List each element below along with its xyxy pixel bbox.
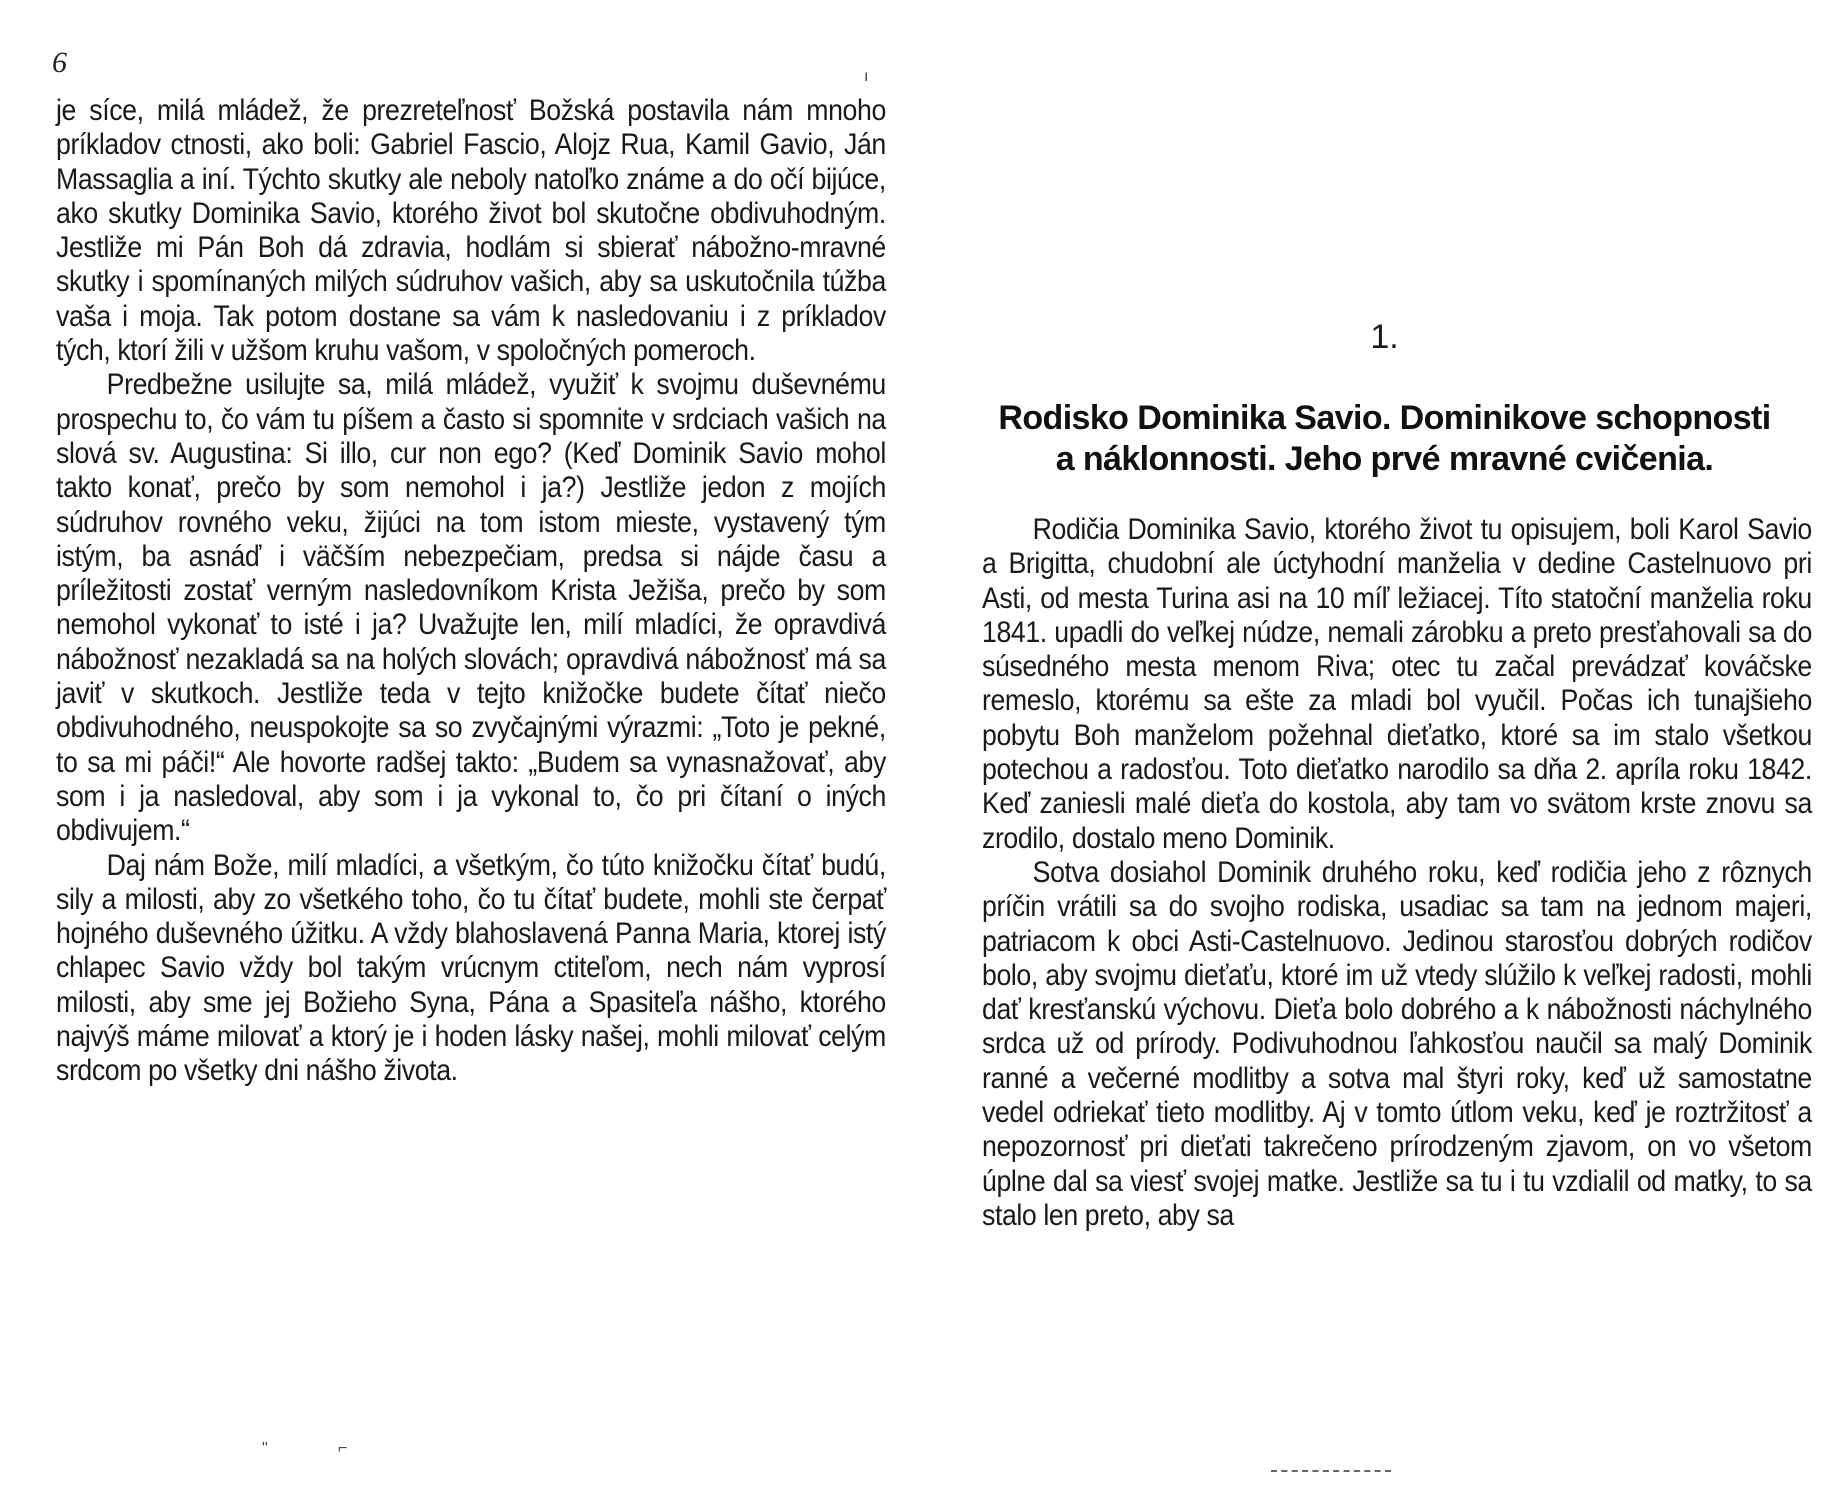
left-body-text bbox=[56, 94, 886, 1089]
right-page bbox=[923, 0, 1846, 1500]
paragraph: Daj nám Bože, milí mladíci, a všetkým, čo túto knižočku čítať budú, sily a milosti, aby zo všetkého toho, čo tu čítať budete, mohli ste čerpať hojného duševného úžitku. A vždy blahoslavená Panna Maria, ktorej istý chlapec Savio vždy bol takým vrúcnym ctiteľom, nech nám vyprosí milosti, aby sme jej Božieho Syna, Pána a Spasiteľa nášho, ktorého najvýš máme milovať a ktorý je i hoden lásky našej, mohli milovať celým srdcom po všetky dni nášho života. bbox=[56, 848, 886, 1088]
bottom-rule bbox=[1271, 1470, 1391, 1474]
chapter-number: 1. bbox=[1370, 318, 1399, 356]
paragraph: Sotva dosiahol Dominik druhého roku, keď rodičia jeho z rôznych príčin vrátili sa do svojho rodiska, usadiac sa tam na jednom majeri, patriacom k obci Asti-Castelnuovo. Jedinou starosťou dobrých rodičov bolo, aby svojmu dieťaťu, ktoré im už vtedy slúžilo k veľkej radosti, mohli dať kresťanskú výchovu. Dieťa bolo dobrého a k nábožnosti náchylného srdca už od prírody. Podivuhodnou ľahkosťou naučil sa malý Dominik ranné a večerné modlitby a sotva mal štyri roky, keď už samostatne vedel odriekať tieto modlitby. Aj v tomto útlom veku, keď je roztržitosť a nepozornosť pri dieťati takrečeno prírodzeným zjavom, on vo všetom úplne dal sa viesť svojej matke. Jestliže sa tu i tu vzdialil od matky, to sa stalo len preto, aby sa bbox=[982, 855, 1812, 1232]
print-speck: " bbox=[262, 1440, 268, 1457]
chapter-title-line: a náklonnosti. Jeho prvé mravné cvičenia. bbox=[1055, 440, 1714, 478]
page-number: 6 bbox=[52, 46, 67, 79]
chapter-title-line: Rodisko Dominika Savio. Dominikove schopnosti bbox=[998, 399, 1771, 437]
paragraph: je síce, milá mládež, že prezreteľnosť Božská postavila nám mnoho príkladov ctnosti, ako boli: Gabriel Fascio, Alojz Rua, Kamil Gavio, Ján Massaglia a iní. Týchto skutky ale neboly natoľko známe a do očí bijúce, ako skutky Dominika Savio, ktorého život bol skutočne obdivuhodným. Jestliže mi Pán Boh dá zdravia, hodlám si sbierať nábožno-mravné skutky i spomínaných milých súdruhov vašich, aby sa uskutočnila túžba vaša i moja. Tak potom dostane sa vám k nasledovaniu i z príkladov tých, ktorí žili v užšom kruhu vašom, v spoločných pomeroch. bbox=[56, 94, 886, 368]
paragraph: Predbežne usilujte sa, milá mládež, využiť k svojmu duševnému prospechu to, čo vám tu píšem a často si spomnite v srdciach vašich na slová sv. Augustina: Si illo, cur non ego? (Keď Dominik Savio mohol takto konať, prečo by som nemohol i ja?) Jestliže jedon z mojích súdruhov rovného veku, žijúci na tom istom mieste, vystavený tým istým, ba asnáď i väčším nebezpečiam, predsa si nájde času a príležitosti zostať verným nasledovníkom Krista Ježiša, prečo by som nemohol vykonať to isté i ja? Uvažujte len, milí mladíci, že opravdivá nábožnosť nezakladá sa na holých slovách; opravdivá nábožnosť má sa javiť v skutkoch. Jestliže teda v tejto knižočke budete čítať niečo obdivuhodného, neuspokojte sa so zvyčajnými výrazmi: „Toto je pekné, to sa mi páči!“ Ale hovorte radšej takto: „Budem sa vynasnažovať, aby som i ja nasledoval, aby som i ja vykonal to, čo pri čítaní o iných obdivujem.“ bbox=[56, 368, 886, 848]
print-speck: ⌐ bbox=[338, 1440, 348, 1457]
paragraph: Rodičia Dominika Savio, ktorého život tu opisujem, boli Karol Savio a Brigitta, chudobní ale úctyhodní manželia v dedine Castelnuovo pri Asti, od mesta Turina asi na 10 míľ ležiacej. Títo statoční manželia roku 1841. upadli do veľkej núdze, nemali zárobku a preto presťahovali sa do súsedného mesta menom Riva; otec tu začal prevádzať kováčske remeslo, ktorému sa ešte za mladi bol vyučil. Počas ich tunajšieho pobytu Boh manželom požehnal dieťatko, ktoré sa im stalo všetkou potechou a radosťou. Toto dieťatko narodilo sa dňa 2. apríla roku 1842. Keď zaniesli malé dieťa do kostola, aby tam vo svätom krste znovu sa zrodilo, dostalo meno Dominik. bbox=[982, 513, 1812, 855]
right-body-text bbox=[982, 513, 1812, 1233]
chapter-title bbox=[963, 398, 1806, 480]
print-speck: ı bbox=[864, 68, 869, 85]
